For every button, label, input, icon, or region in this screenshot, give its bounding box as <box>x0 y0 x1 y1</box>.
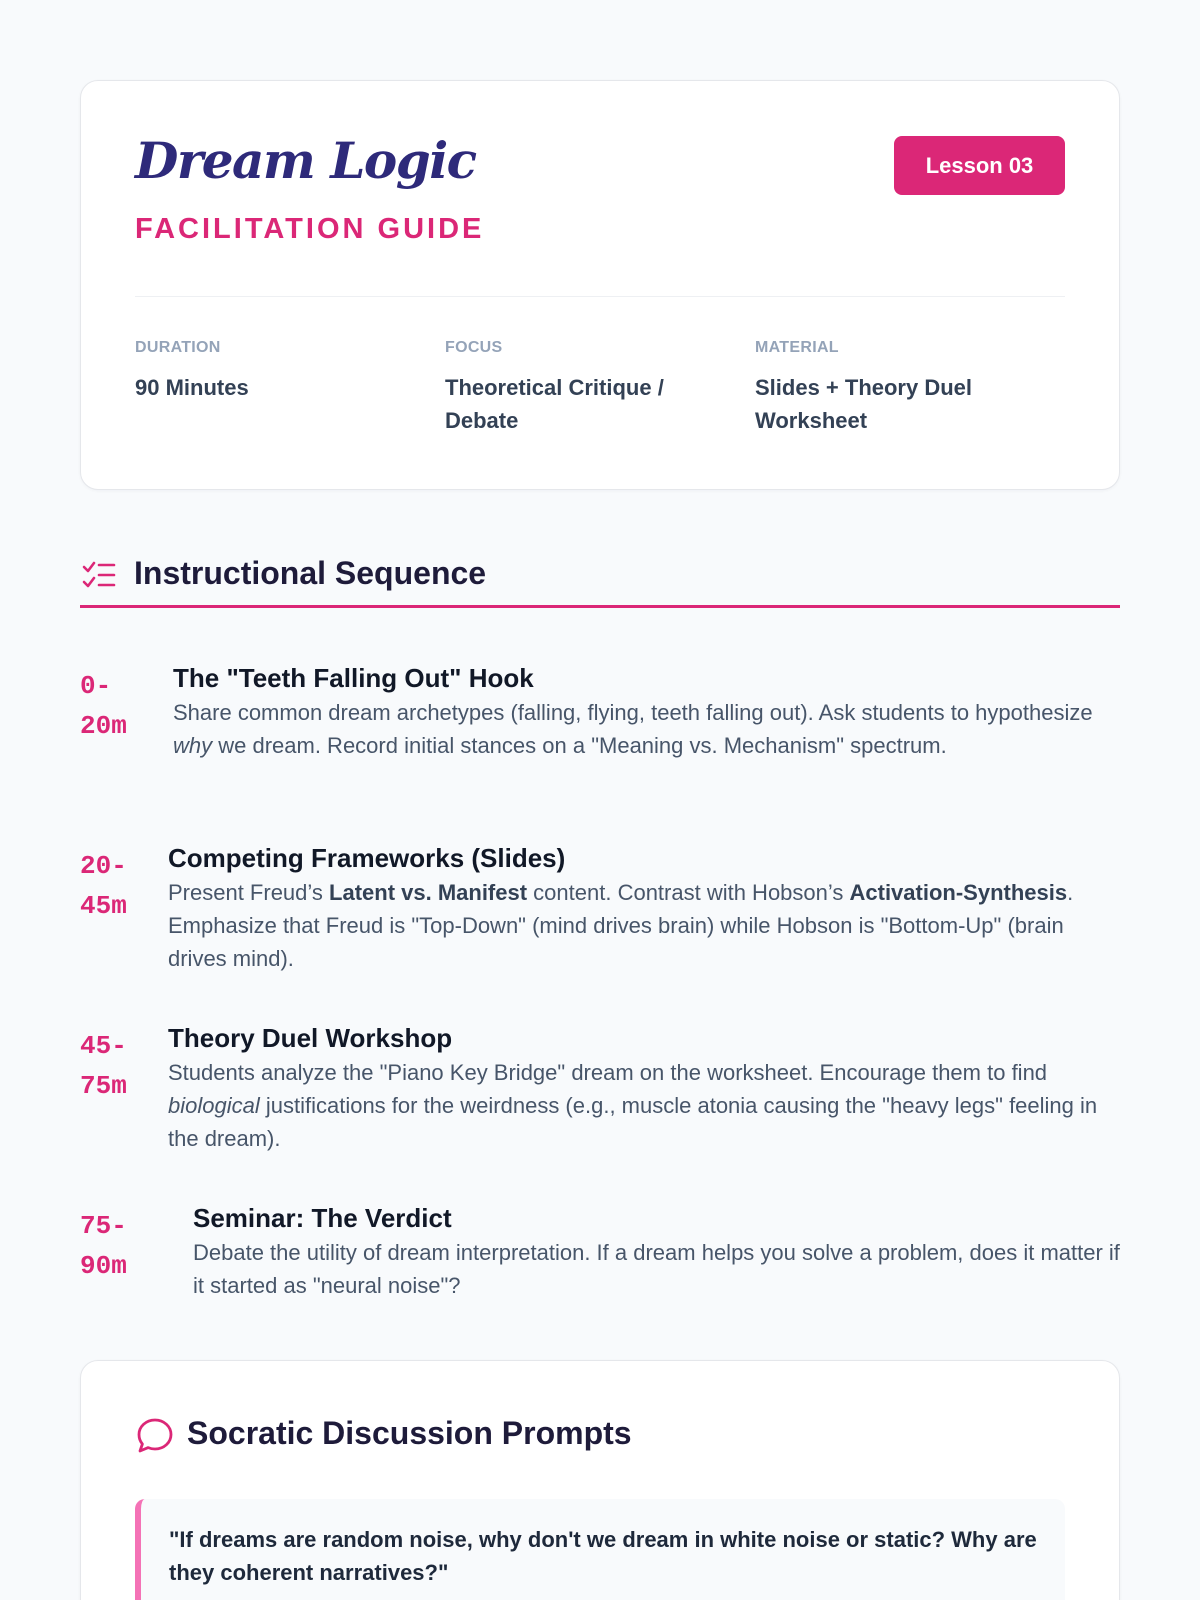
time-range <box>80 1026 150 1106</box>
lesson-meta <box>135 339 1065 437</box>
time-end: 75m <box>80 1071 127 1101</box>
time-start: 0- <box>80 671 112 701</box>
meta-material <box>755 339 1065 437</box>
sequence-item-desc: Debate the utility of dream interpretation. If a dream helps you solve a problem, does it matter if it started as "neural noise"? <box>193 1240 1120 1298</box>
sequence-item-title: The "Teeth Falling Out" Hook <box>173 663 534 693</box>
sequence-header <box>80 555 1120 608</box>
meta-value: Slides + Theory Duel Worksheet <box>755 375 973 433</box>
header-divider <box>135 296 1065 297</box>
page-title: Dream Logic <box>135 131 476 190</box>
meta-label: DURATION <box>135 339 221 356</box>
speech-bubble-icon <box>135 1416 175 1456</box>
lesson-badge: Lesson 03 <box>894 136 1065 195</box>
meta-duration <box>135 339 445 437</box>
time-end: 90m <box>80 1251 127 1281</box>
sequence-body <box>193 1200 1120 1302</box>
sequence-body <box>173 660 1120 762</box>
discussion-prompt: "If dreams are random noise, why don't we dream in white noise or static? Why are they coherent narratives?" <box>135 1499 1065 1600</box>
checklist-icon <box>82 558 116 592</box>
sequence-item-title: Theory Duel Workshop <box>168 1023 453 1053</box>
time-start: 75- <box>80 1211 127 1241</box>
time-start: 45- <box>80 1031 127 1061</box>
sequence-body <box>168 1020 1120 1155</box>
time-end: 20m <box>80 711 127 741</box>
sequence-body <box>168 840 1120 975</box>
time-range <box>80 1206 150 1286</box>
sequence-item-desc: Present Freud’s Latent vs. Manifest content. Contrast with Hobson’s Activation-Synthesis. Emphasize that Freud is "Top-Down" (mind drives brain) while Hobson is "Bottom-Up" (brain drives mind). <box>168 880 1074 971</box>
time-range <box>80 846 150 926</box>
time-end: 45m <box>80 891 127 921</box>
time-range <box>80 666 150 746</box>
sequence-item-title: Competing Frameworks (Slides) <box>168 843 566 873</box>
page-subtitle: FACILITATION GUIDE <box>135 213 485 245</box>
meta-value: 90 Minutes <box>135 375 249 400</box>
time-start: 20- <box>80 851 127 881</box>
page <box>80 80 1120 1585</box>
sequence-item-title: Seminar: The Verdict <box>193 1203 452 1233</box>
meta-label: MATERIAL <box>755 339 839 356</box>
header-card <box>80 80 1120 490</box>
sequence-item-desc: Students analyze the "Piano Key Bridge" dream on the worksheet. Encourage them to find biological justifications for the weirdness (e.g., muscle atonia causing the "heavy legs" feeling in the dream). <box>168 1060 1098 1151</box>
sequence-item-desc: Share common dream archetypes (falling, flying, teeth falling out). Ask students to hypothesize why we dream. Record initial stances on a "Meaning vs. Mechanism" spectrum. <box>173 700 1093 758</box>
socratic-card <box>80 1360 1120 1600</box>
sequence-title: Instructional Sequence <box>134 555 487 591</box>
meta-focus <box>445 339 755 437</box>
meta-value: Theoretical Critique / Debate <box>445 375 664 433</box>
socratic-title: Socratic Discussion Prompts <box>187 1415 632 1451</box>
meta-label: FOCUS <box>445 339 503 356</box>
